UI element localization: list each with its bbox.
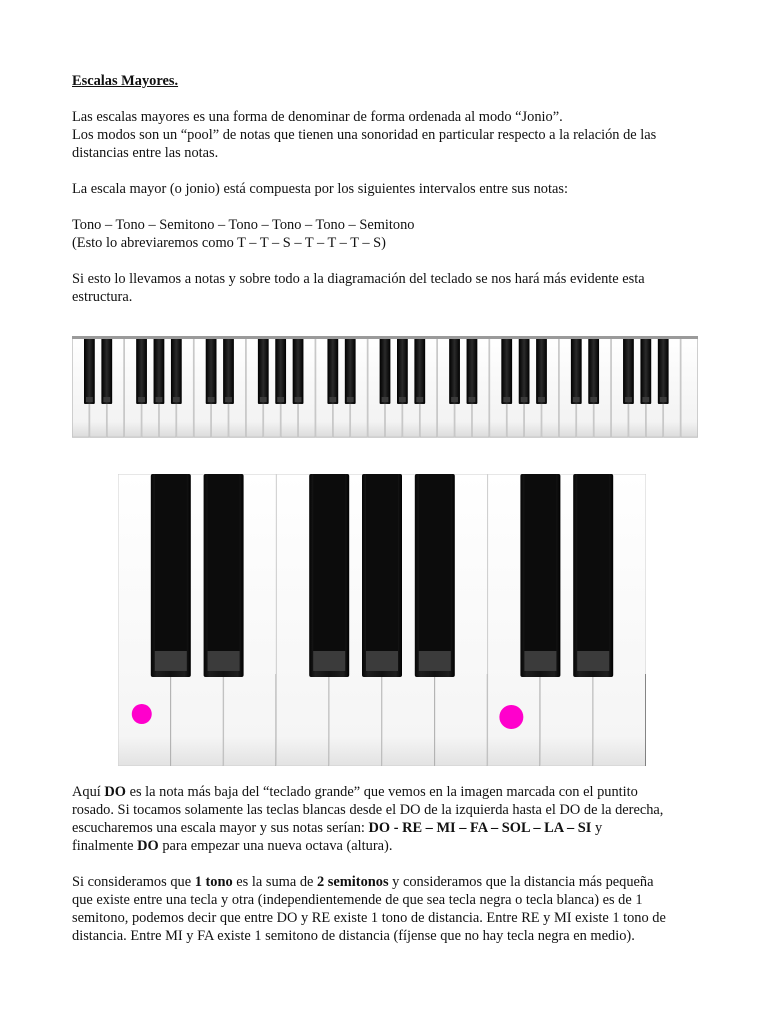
diagram-intro-line-1: Si esto lo llevamos a notas y sobre todo a la diagramación del teclado se nos hará más evidente esta xyxy=(72,271,645,287)
black-key-top xyxy=(208,474,240,651)
black-key-highlight xyxy=(347,397,354,402)
black-key-highlight xyxy=(503,397,510,402)
black-key xyxy=(275,336,286,404)
black-key-highlight xyxy=(382,397,389,402)
black-key xyxy=(658,336,669,404)
black-key-highlight xyxy=(399,397,406,402)
black-key xyxy=(293,336,304,404)
black-key-front xyxy=(524,651,556,671)
black-key-highlight xyxy=(469,397,476,402)
black-key-highlight xyxy=(538,397,545,402)
black-key xyxy=(136,336,147,404)
black-key xyxy=(380,336,391,404)
black-key-top xyxy=(524,474,556,651)
para3-line-1: Aquí DO es la nota más baja del “teclado grande” que vemos en la imagen marcada con el puntito xyxy=(72,784,638,800)
black-key-top xyxy=(366,474,398,651)
black-key-highlight xyxy=(295,397,302,402)
para4-line-1: Si consideramos que 1 tono es la suma de 2 semitonos y consideramos que la distancia más pequeña xyxy=(72,874,654,890)
para4-line-3: semitono, podemos decir que entre DO y RE existe 1 tono de distancia. Entre RE y MI existe 1 tono de xyxy=(72,910,666,926)
black-key xyxy=(449,336,460,404)
black-key xyxy=(519,336,530,404)
diagram-intro-line-2: estructura. xyxy=(72,289,133,305)
black-key xyxy=(501,336,512,404)
black-key-highlight xyxy=(225,397,232,402)
black-key-top xyxy=(419,474,451,651)
black-key-front xyxy=(155,651,187,671)
black-key xyxy=(171,336,182,404)
black-key xyxy=(414,336,425,404)
small-keyboard-top-edge xyxy=(72,336,698,339)
black-key-highlight xyxy=(642,397,649,402)
black-key xyxy=(101,336,112,404)
large-keyboard-black-keys xyxy=(151,474,613,677)
large-piano-keyboard xyxy=(118,474,646,766)
black-key-highlight xyxy=(86,397,93,402)
black-key xyxy=(623,336,634,404)
black-key xyxy=(84,336,95,404)
para4-line-2: que existe entre una tecla y otra (independientemende de que sea tecla negra o tecla blanca) es de 1 xyxy=(72,892,643,908)
black-key-highlight xyxy=(416,397,423,402)
black-key xyxy=(467,336,478,404)
black-key xyxy=(327,336,338,404)
explanation-body xyxy=(72,783,700,945)
black-key-highlight xyxy=(277,397,284,402)
black-key-front xyxy=(419,651,451,671)
black-key xyxy=(571,336,582,404)
black-key xyxy=(536,336,547,404)
intro-line-1: Las escalas mayores es una forma de denominar de forma ordenada al modo “Jonio”. xyxy=(72,109,563,125)
black-key-highlight xyxy=(625,397,632,402)
black-key-highlight xyxy=(173,397,180,402)
document-body xyxy=(72,72,700,306)
black-key-highlight xyxy=(260,397,267,402)
do-marker-left xyxy=(132,704,152,724)
black-key-highlight xyxy=(521,397,528,402)
intervals-abbrev-text: (Esto lo abreviaremos como T – T – S – T – T – T – S) xyxy=(72,235,386,251)
black-key-highlight xyxy=(329,397,336,402)
black-key xyxy=(640,336,651,404)
intro-line-2: Los modos son un “pool” de notas que tienen una sonoridad en particular respecto a la relación de las xyxy=(72,127,657,143)
black-key-highlight xyxy=(156,397,163,402)
black-key-top xyxy=(313,474,345,651)
intervals-text: Tono – Tono – Semitono – Tono – Tono – Tono – Semitono xyxy=(72,217,415,233)
para3-line-4: finalmente DO para empezar una nueva octava (altura). xyxy=(72,838,393,854)
page-title: Escalas Mayores. xyxy=(72,73,179,89)
black-key-front xyxy=(366,651,398,671)
para4-line-4: distancia. Entre MI y FA existe 1 semitono de distancia (fíjense que no hay tecla negra en medio). xyxy=(72,928,635,944)
black-key-front xyxy=(208,651,240,671)
black-key-highlight xyxy=(590,397,597,402)
intro-line-3: distancias entre las notas. xyxy=(72,145,219,161)
composition-text: La escala mayor (o jonio) está compuesta por los siguientes intervalos entre sus notas: xyxy=(72,181,568,197)
small-piano-keyboard xyxy=(72,336,698,438)
black-key-front xyxy=(313,651,345,671)
black-key xyxy=(206,336,217,404)
para3-line-3: escucharemos una escala mayor y sus notas serían: DO - RE – MI – FA – SOL – LA – SI y xyxy=(72,820,603,836)
black-key-top xyxy=(577,474,609,651)
black-key xyxy=(345,336,356,404)
black-key-highlight xyxy=(573,397,580,402)
black-key xyxy=(397,336,408,404)
black-key-highlight xyxy=(103,397,110,402)
para3-line-2: rosado. Si tocamos solamente las teclas blancas desde el DO de la izquierda hasta el DO de la derecha, xyxy=(72,802,664,818)
black-key-front xyxy=(577,651,609,671)
black-key-highlight xyxy=(451,397,458,402)
white-key xyxy=(681,336,697,437)
black-key-highlight xyxy=(208,397,215,402)
do-marker-right xyxy=(499,705,523,729)
black-key-top xyxy=(155,474,187,651)
black-key-highlight xyxy=(660,397,667,402)
black-key xyxy=(154,336,165,404)
black-key xyxy=(223,336,234,404)
scale-notes: DO - RE – MI – FA – SOL – LA – SI xyxy=(368,820,592,836)
black-key xyxy=(258,336,269,404)
black-key xyxy=(588,336,599,404)
black-key-highlight xyxy=(138,397,145,402)
